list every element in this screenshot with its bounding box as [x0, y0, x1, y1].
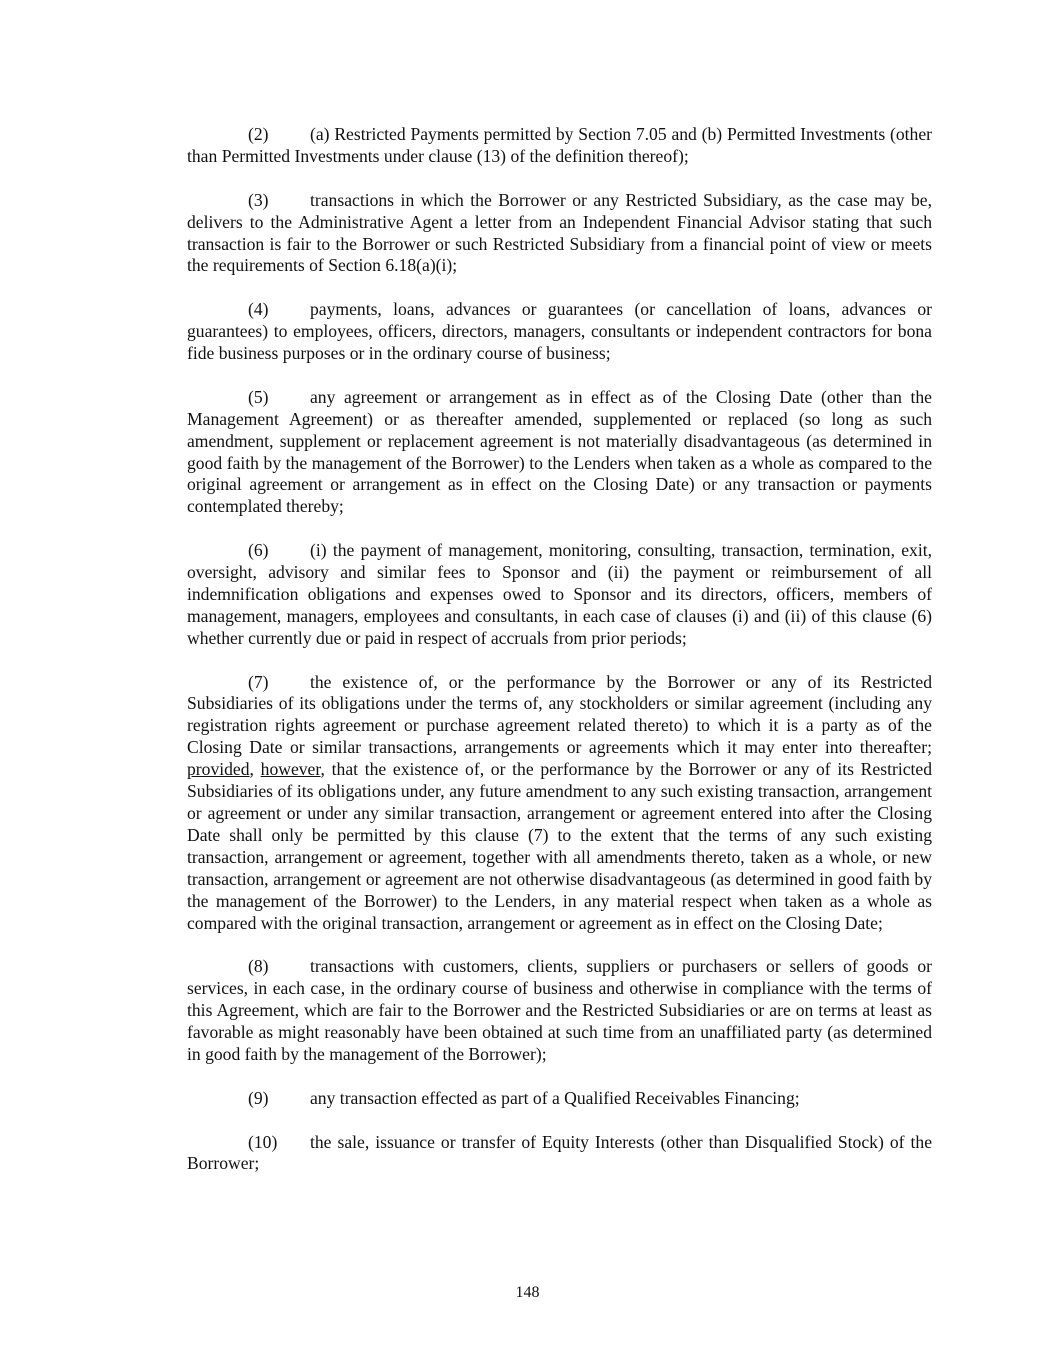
clause-text: (i) the payment of management, monitoring, consulting, transaction, termination, exit, oversight, advisory and similar fees to Sponsor and (ii) the payment or reimbursement of all indemnification obligations and expenses owed to Sponsor and its directors, officers, members of management, managers, employees and consultants, in each case of clauses (i) and (ii) of this clause (6) whether currently due or paid in respect of accruals from prior periods;	[187, 540, 932, 648]
clause-number: (6)	[248, 540, 269, 561]
clause-8	[187, 956, 932, 1066]
clause-text: transactions with customers, clients, suppliers or purchasers or sellers of goods or services, in each case, in the ordinary course of business and otherwise in compliance with the terms of this Agreement, which are fair to the Borrower and the Restricted Subsidiaries or are on terms at least as favorable as might reasonably have been obtained at such time from an unaffiliated party (as determined in good faith by the management of the Borrower);	[187, 956, 932, 1064]
clause-7	[187, 672, 932, 935]
clause-number: (10)	[248, 1131, 278, 1152]
clause-3	[187, 190, 932, 278]
clause-text: payments, loans, advances or guarantees (or cancellation of loans, advances or guarantees) to employees, officers, directors, managers, consultants or independent contractors for bona fide business purposes or in the ordinary course of business;	[187, 299, 932, 364]
clause-number: (3)	[248, 189, 269, 210]
clause-10	[187, 1132, 932, 1176]
clause-text: any agreement or arrangement as in effect as of the Closing Date (other than the Management Agreement) or as thereafter amended, supplemented or replaced (so long as such amendment, supplement or replacement agreement is not materially disadvantageous (as determined in good faith by the management of the Borrower) to the Lenders when taken as a whole as compared to the original agreement or arrangement as in effect on the Closing Date) or any transaction or payments contemplated thereby;	[187, 386, 932, 517]
clause-number: (4)	[248, 299, 269, 320]
clause-text-continued: , that the existence of, or the performance by the Borrower or any of its Restricted Subsidiaries of its obligations under, any future amendment to any such existing transaction, arrangement or agreement or under any similar transaction, arrangement or agreement entered into after the Closing Date shall only be permitted by this clause (7) to the extent that the terms of any such existing transaction, arrangement or agreement, together with all amendments thereto, taken as a whole, or new transaction, arrangement or agreement are not otherwise disadvantageous (as determined in good faith by the management of the Borrower) to the Lenders, in any material respect when taken as a whole as compared with the original transaction, arrangement or agreement as in effect on the Closing Date;	[187, 759, 933, 933]
however-term: however	[260, 759, 321, 780]
clause-9	[187, 1088, 932, 1110]
page-number: 148	[515, 1284, 540, 1301]
clause-number: (5)	[248, 386, 269, 407]
clause-5	[187, 387, 932, 518]
provided-term: provided	[187, 759, 250, 780]
clause-text: the sale, issuance or transfer of Equity Interests (other than Disqualified Stock) of the Borrower;	[187, 1131, 932, 1174]
clause-separator: ,	[249, 759, 261, 780]
clause-number: (7)	[248, 671, 269, 692]
clause-text: the existence of, or the performance by the Borrower or any of its Restricted Subsidiaries of its obligations under the terms of, any stockholders or similar agreement (including any registration rights agreement or purchase agreement related thereto) to which it is a party as of the Closing Date or similar transactions, arrangements or agreements which it may enter into thereafter;	[187, 671, 932, 758]
clause-4	[187, 299, 932, 365]
clause-text: transactions in which the Borrower or any Restricted Subsidiary, as the case may be, delivers to the Administrative Agent a letter from an Independent Financial Advisor stating that such transaction is fair to the Borrower or such Restricted Subsidiary from a financial point of view or meets the requirements of Section 6.18(a)(i);	[187, 189, 932, 276]
clause-text: any transaction effected as part of a Qualified Receivables Financing;	[310, 1087, 800, 1108]
clause-number: (9)	[248, 1087, 269, 1108]
clause-number: (8)	[248, 956, 269, 977]
clause-number: (2)	[248, 124, 269, 144]
clause-text: (a) Restricted Payments permitted by Section 7.05 and (b) Permitted Investments (other than Permitted Investments under clause (13) of the definition thereof);	[187, 124, 932, 166]
clause-6	[187, 540, 932, 650]
clause-2	[187, 124, 932, 168]
document-body	[187, 124, 932, 1197]
